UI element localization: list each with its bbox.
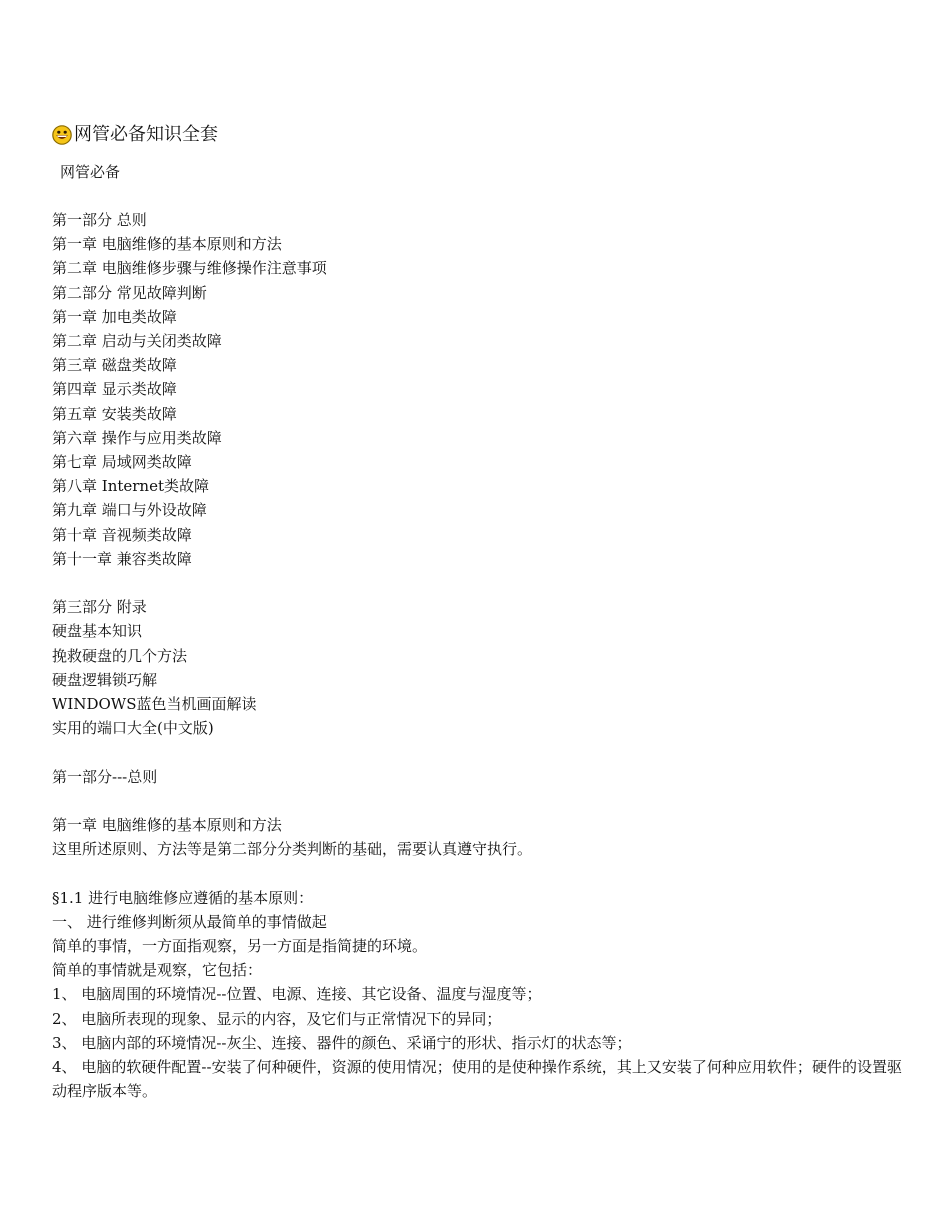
toc-appendix-item: 硬盘基本知识 <box>52 622 143 641</box>
chapter-intro: 这里所述原则、方法等是第二部分分类判断的基础，需要认真遵守执行。 <box>52 840 533 859</box>
blank-line <box>52 861 902 885</box>
toc-appendix-item: 硬盘逻辑锁巧解 <box>52 670 158 689</box>
toc-part-heading: 第三部分 附录 <box>52 598 147 617</box>
document-title-row <box>52 122 902 148</box>
blank-line <box>52 789 902 813</box>
toc-part-heading: 第一部分 总则 <box>52 211 147 229</box>
toc-chapter: 第四章 显示类故障 <box>52 380 177 399</box>
part-heading: 第一部分---总则 <box>52 767 158 786</box>
smiley-emoticon-icon <box>52 125 72 145</box>
blank-line <box>52 571 902 595</box>
list-item: 3、 电脑内部的环境情况--灰尘、连接、器件的颜色、采诵宁的形状、指示灯的状态等； <box>52 1033 632 1052</box>
toc-part-heading: 第二部分 常见故障判断 <box>52 283 207 302</box>
toc-chapter: 第十章 音视频类故障 <box>52 525 192 544</box>
list-item: 4、 电脑的软硬件配置--安装了何种硬件，资源的使用情况；使用的是使种操作系统，其上又安装了何种应用软件；硬件的设置驱动程序版本等。 <box>52 1058 902 1101</box>
toc-chapter: 第二章 电脑维修步骤与维修操作注意事项 <box>52 259 327 278</box>
toc-appendix-item: 实用的端口大全(中文版) <box>52 719 214 738</box>
toc-chapter: 第七章 局域网类故障 <box>52 453 192 472</box>
table-of-contents <box>52 208 902 740</box>
principle-heading: 一、 进行维修判断须从最简单的事情做起 <box>52 912 327 931</box>
chapter-heading: 第一章 电脑维修的基本原则和方法 <box>52 816 282 835</box>
blank-line <box>52 740 902 764</box>
toc-chapter: 第一章 电脑维修的基本原则和方法 <box>52 235 282 254</box>
list-item: 1、 电脑周围的环境情况--位置、电源、连接、其它设备、温度与湿度等； <box>52 985 542 1004</box>
toc-chapter: 第三章 磁盘类故障 <box>52 356 177 375</box>
body-paragraph: 简单的事情就是观察，它包括： <box>52 961 263 980</box>
document-page <box>52 122 902 1103</box>
toc-chapter: 第二章 启动与关闭类故障 <box>52 332 222 351</box>
toc-appendix-item: 挽救硬盘的几个方法 <box>52 646 188 665</box>
toc-chapter: 第五章 安装类故障 <box>52 404 177 423</box>
toc-chapter: 第一章 加电类故障 <box>52 307 177 326</box>
document-title: 网管必备知识全套 <box>74 124 218 145</box>
toc-chapter: 第八章 Internet类故障 <box>52 477 209 496</box>
toc-appendix-item: WINDOWS蓝色当机画面解读 <box>52 695 257 714</box>
toc-chapter: 第九章 端口与外设故障 <box>52 501 207 520</box>
document-subtitle: 网管必备 <box>60 163 121 181</box>
toc-chapter: 第六章 操作与应用类故障 <box>52 428 222 447</box>
section-heading: §1.1 进行电脑维修应遵循的基本原则： <box>52 888 314 907</box>
list-item: 2、 电脑所表现的现象、显示的内容，及它们与正常情况下的异同； <box>52 1009 502 1028</box>
toc-chapter: 第十一章 兼容类故障 <box>52 549 192 568</box>
body-paragraph: 简单的事情，一方面指观察，另一方面是指简捷的环境。 <box>52 937 428 956</box>
